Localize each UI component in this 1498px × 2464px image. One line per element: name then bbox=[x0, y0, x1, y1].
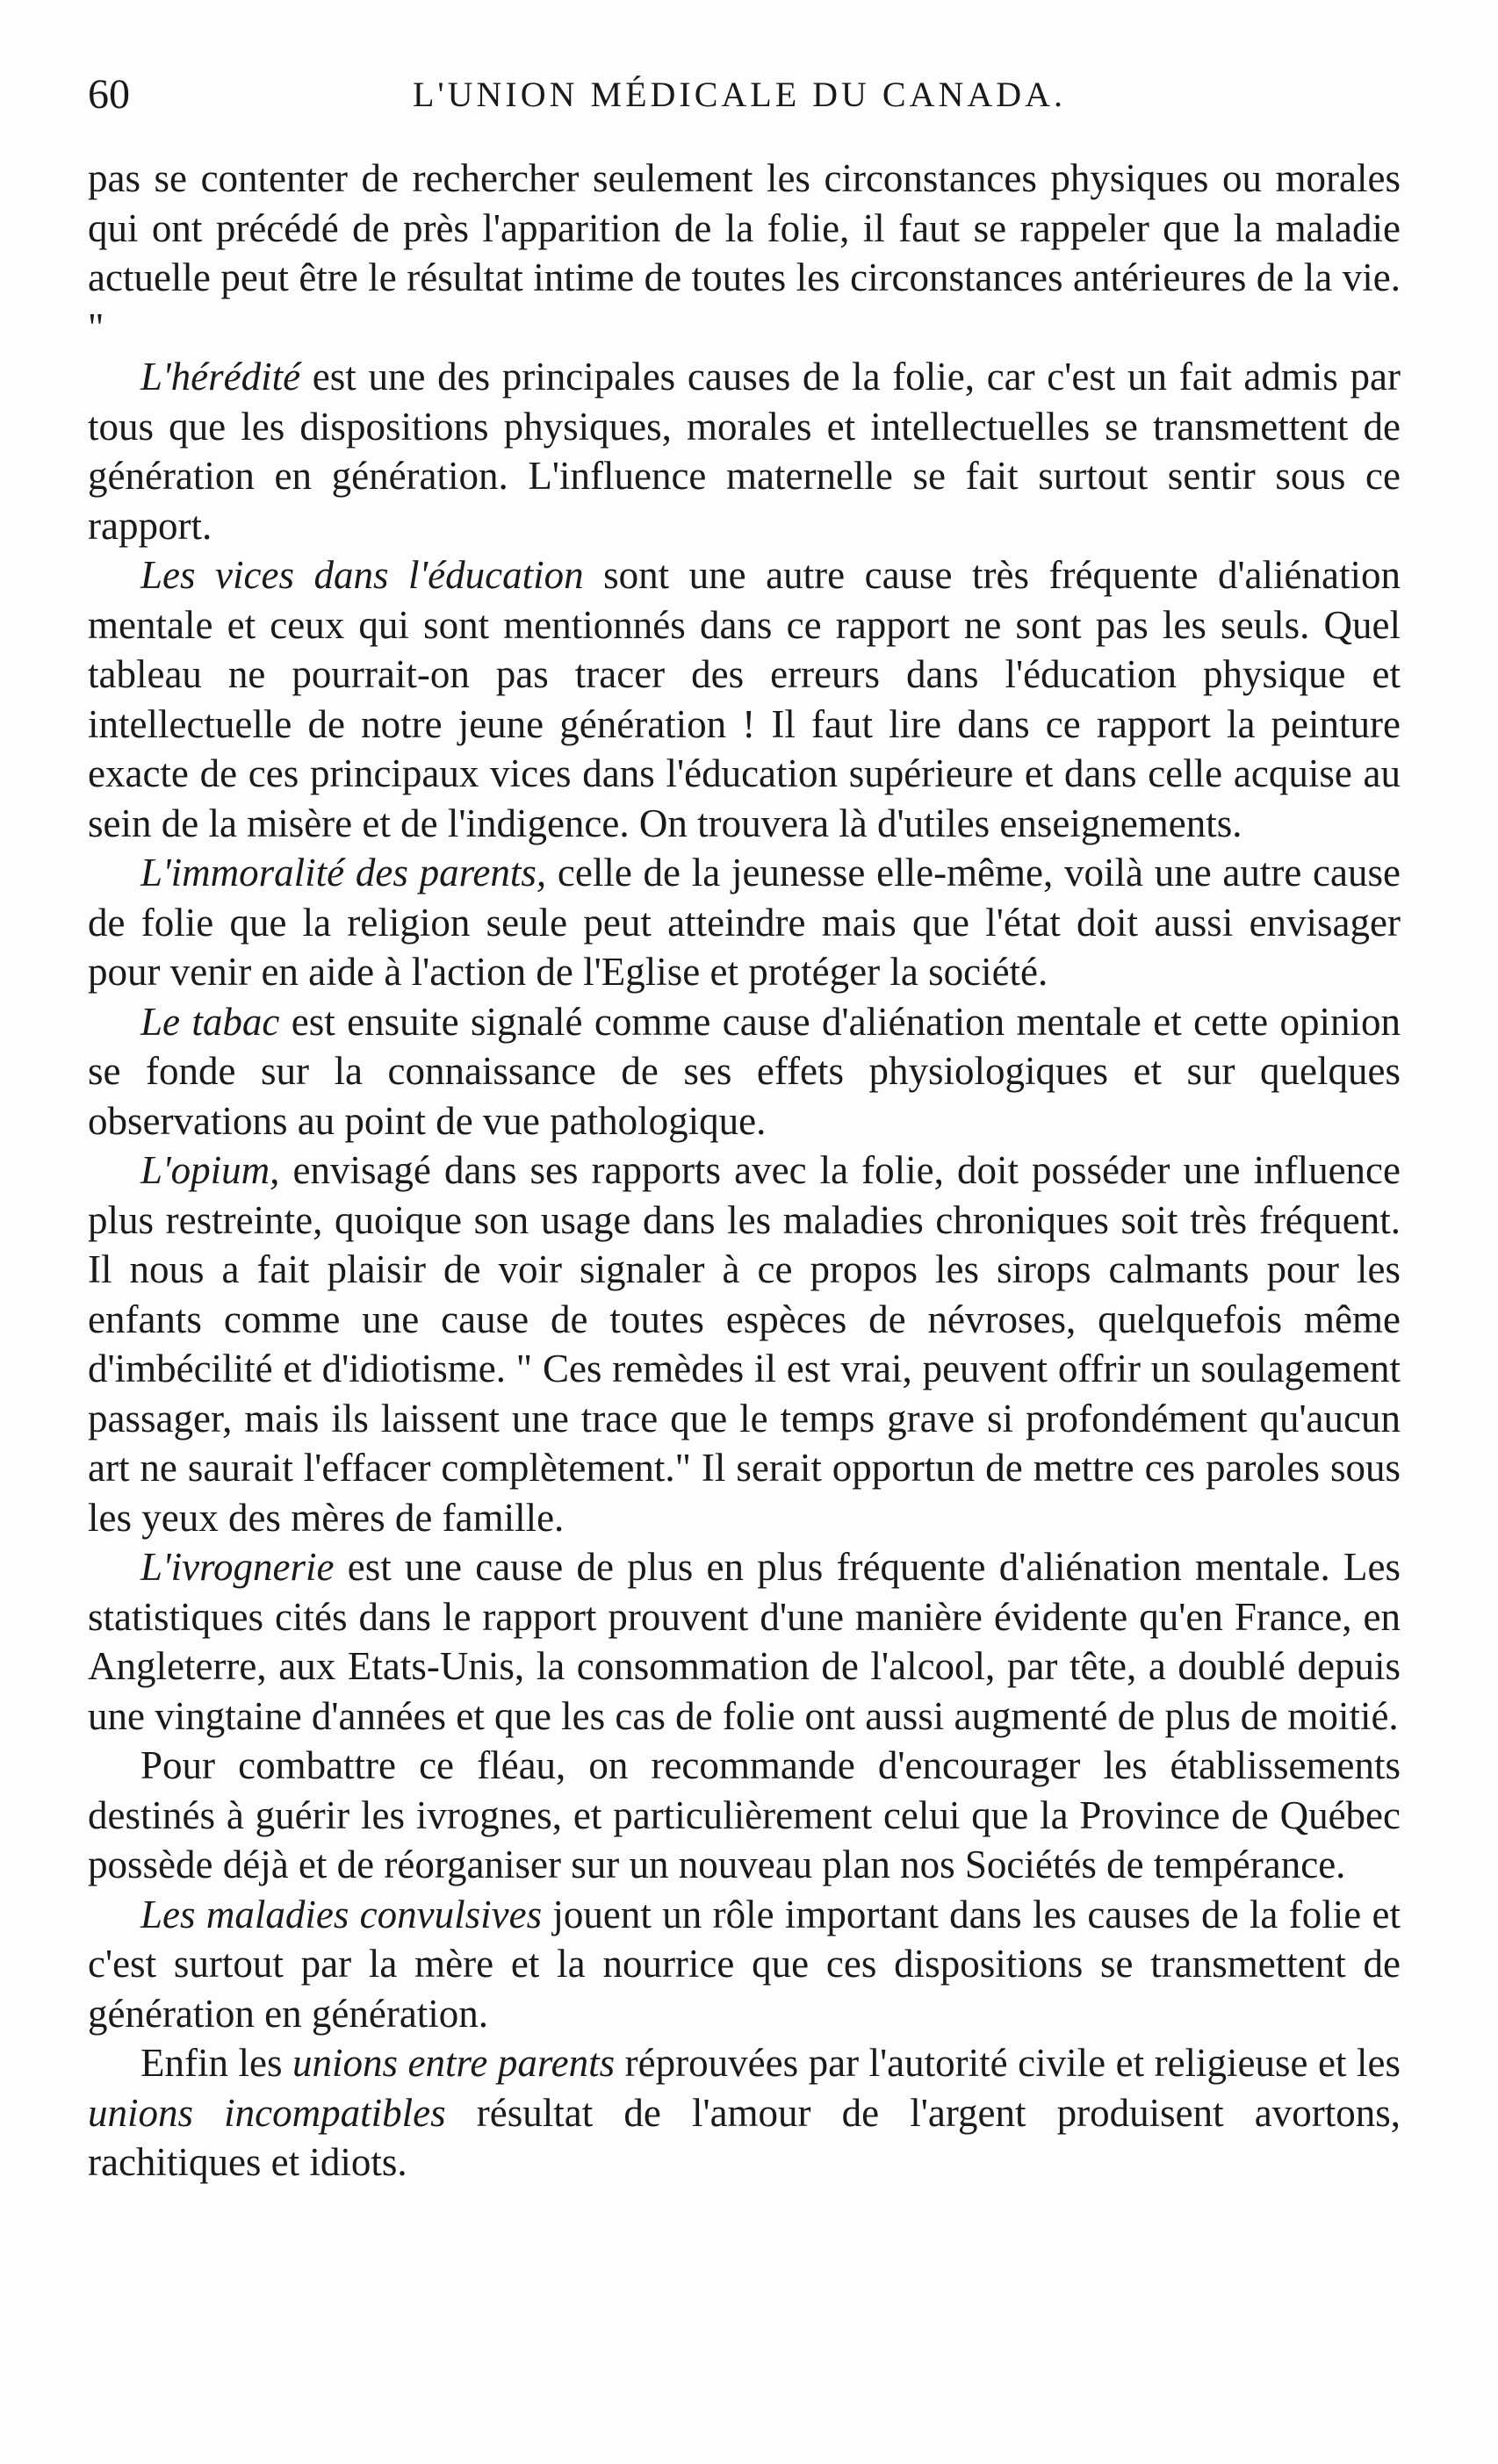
paragraph-text: est une cause de plus en plus fréquente d'aliénation mentale. Les statistiques cités dans le rapport prouvent d'une manière évidente qu'en France, en Angleterre, aux Etats-Unis, la consommation de l'alcool, par tête, a doublé depuis une vingtaine d'années et que les cas de folie ont aussi augmenté de plus de moitié. bbox=[88, 1545, 1401, 1738]
paragraph-text: Enfin les bbox=[140, 2041, 292, 2085]
paragraph-immoralite bbox=[88, 848, 1401, 997]
paragraph-text: résultat de l'amour de l'argent produisent avortons, rachitiques et idiots. bbox=[88, 2090, 1401, 2184]
paragraph-text: celle de la jeunesse elle-même, voilà une autre cause de folie que la religion seule peut atteindre mais que l'état doit aussi envisager pour venir en aide à l'action de l'Eglise et protéger la société. bbox=[88, 851, 1401, 994]
paragraph-text: est une des principales causes de la folie, car c'est un fait admis par tous que les dispositions physiques, morales et intellectuelles se transmettent de génération en génération. L'influence maternelle se fait surtout sentir sous ce rapport. bbox=[88, 355, 1401, 548]
paragraph-lead: Les maladies convulsives bbox=[140, 1892, 543, 1936]
paragraph-combattre bbox=[88, 1741, 1401, 1890]
paragraph-opium bbox=[88, 1146, 1401, 1542]
running-head bbox=[88, 68, 1405, 121]
paragraph-tabac bbox=[88, 997, 1401, 1146]
body-text bbox=[88, 154, 1401, 2187]
paragraph-ivrognerie bbox=[88, 1542, 1401, 1741]
paragraph-heredite bbox=[88, 352, 1401, 550]
paragraph-lead: Les vices dans l'éducation bbox=[140, 553, 584, 597]
journal-title: L'UNION MÉDICALE DU CANADA. bbox=[413, 75, 1067, 114]
paragraph-lead: Le tabac bbox=[140, 999, 280, 1044]
page-number: 60 bbox=[88, 71, 130, 118]
paragraph-text: est ensuite signalé comme cause d'aliénation mentale et cette opinion se fonde sur la connaissance de ses effets physiologiques et sur quelques observations au point de vue pathologique. bbox=[88, 999, 1401, 1143]
paragraph-lead: L'opium, bbox=[140, 1148, 280, 1192]
paragraph-emphasis: unions entre parents bbox=[292, 2041, 616, 2085]
paragraph-maladies-convulsives bbox=[88, 1890, 1401, 2039]
paragraph-text: envisagé dans ses rapports avec la folie, doit posséder une influence plus restreinte, quoique son usage dans les maladies chroniques soit très fréquent. Il nous a fait plaisir de voir signaler à ce propos les sirops calmants pour les enfants comme une cause de toutes espèces de névroses, quelquefois même d'imbécilité et d'idiotisme. " Ces remèdes il est vrai, peuvent offrir un soulagement passager, mais ils laissent une trace que le temps grave si profondément qu'aucun art ne saurait l'effacer complètement." Il serait opportun de mettre ces paroles sous les yeux des mères de famille. bbox=[88, 1148, 1401, 1540]
paragraph-text: sont une autre cause très fréquente d'aliénation mentale et ceux qui sont mentionnés dans ce rapport ne sont pas les seuls. Quel tableau ne pourrait-on pas tracer des erreurs dans l'éducation physique et intellectuelle de notre jeune génération ! Il faut lire dans ce rapport la peinture exacte de ces principaux vices dans l'éducation supérieure et dans celle acquise au sein de la misère et de l'indigence. On trouvera là d'utiles enseignements. bbox=[88, 553, 1401, 845]
paragraph-continuation bbox=[88, 154, 1401, 352]
paragraph-emphasis: unions incompatibles bbox=[88, 2090, 446, 2135]
paragraph-lead: L'ivrognerie bbox=[140, 1545, 335, 1589]
paragraph-text: Pour combattre ce fléau, on recommande d'encourager les établissements destinés à guérir les ivrognes, et particulièrement celui que la Province de Québec possède déjà et de réorganiser sur un nouveau plan nos Sociétés de tempérance. bbox=[88, 1743, 1401, 1886]
paragraph-text: jouent un rôle important dans les causes de la folie et c'est surtout par la mère et la nourrice que ces dispositions se transmettent de génération en génération. bbox=[88, 1892, 1401, 2036]
paragraph-lead: L'immoralité des parents, bbox=[140, 851, 547, 894]
paragraph-unions bbox=[88, 2038, 1401, 2187]
paragraph-vices-education bbox=[88, 550, 1401, 848]
paragraph-lead: L'hérédité bbox=[140, 355, 301, 399]
paragraph-text: pas se contenter de rechercher seulement les circonstances physiques ou morales qui ont précédé de près l'apparition de la folie, il faut se rappeler que la maladie actuelle peut être le résultat intime de toutes les circonstances antérieures de la vie. " bbox=[88, 156, 1401, 349]
paragraph-text: réprouvées par l'autorité civile et religieuse et les bbox=[615, 2041, 1401, 2085]
